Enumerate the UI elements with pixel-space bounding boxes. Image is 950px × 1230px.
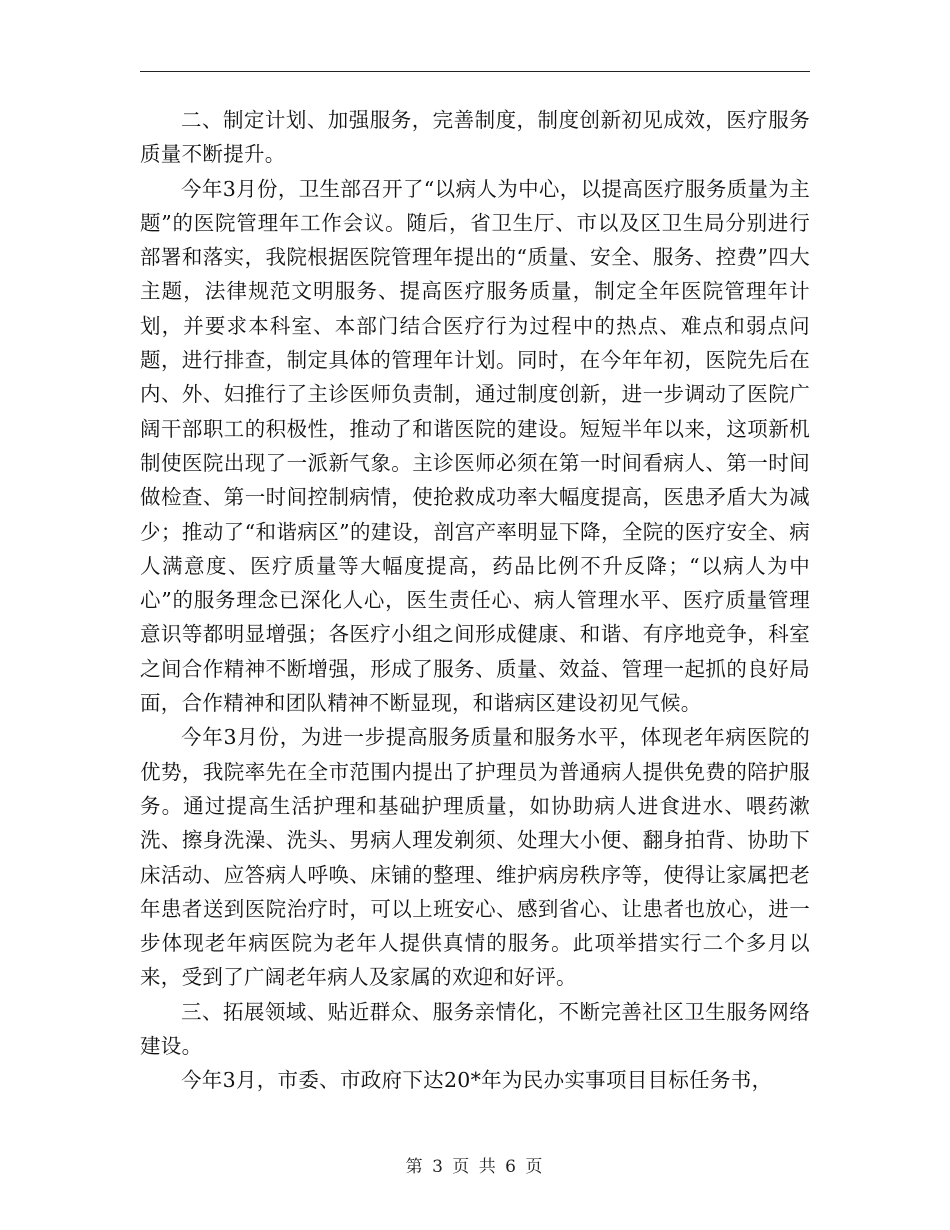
paragraph-management-year: 今年3月份，卫生部召开了“以病人为中心，以提高医疗服务质量为主题”的医院管理年工作会议。随后，省卫生厅、市以及区卫生局分别进行部署和落实，我院根据医院管理年提出的“质量、安全、服务、控费”四大主题，法律规范文明服务、提高医疗服务质量，制定全年医院管理年计划，并要求本科室、本部门结合医疗行为过程中的热点、难点和弱点问题，进行排查，制定具体的管理年计划。同时，在今年年初，医院先后在内、外、妇推行了主诊医师负责制，通过制度创新，进一步调动了医院广阔干部职工的积极性，推动了和谐医院的建设。短短半年以来，这项新机制使医院出现了一派新气象。主诊医师必须在第一时间看病人、第一时间做检查、第一时间控制病情，使抢救成功率大幅度提高，医患矛盾大为减少；推动了“和谐病区”的建设，剖宫产率明显下降，全院的医疗安全、病人满意度、医疗质量等大幅度提高，药品比例不升反降；“以病人为中心”的服务理念已深化人心，医生责任心、病人管理水平、医疗质量管理意识等都明显增强；各医疗小组之间形成健康、和谐、有序地竞争，科室之间合作精神不断增强，形成了服务、质量、效益、管理一起抓的良好局面，合作精神和团队精神不断显现，和谐病区建设初见气候。 [140, 176, 810, 716]
header-divider [140, 71, 810, 72]
section-heading-2: 二、制定计划、加强服务，完善制度，制度创新初见成效，医疗服务质量不断提升。 [140, 108, 810, 167]
paragraph-nursing-service: 今年3月份，为进一步提高服务质量和服务水平，体现老年病医院的优势，我院率先在全市范围内提出了护理员为普通病人提供免费的陪护服务。通过提高生活护理和基础护理质量，如协助病人进食进水、喂药漱洗、擦身洗澡、洗头、男病人理发剃须、处理大小便、翻身拍背、协助下床活动、应答病人呼唤、床铺的整理、维护病房秩序等，使得让家属把老年患者送到医院治疗时，可以上班安心、感到省心、让患者也放心，进一步体现老年病医院为老年人提供真情的服务。此项举措实行二个多月以来，受到了广阔老年病人及家属的欢迎和好评。 [140, 725, 810, 990]
paragraph-city-tasks: 今年3月，市委、市政府下达20*年为民办实事项目目标任务书， [181, 1068, 773, 1093]
document-body [140, 103, 810, 1098]
page-number: 第 3 页 共 6 页 [405, 1157, 545, 1177]
section-heading-3: 三、拓展领域、贴近群众、服务亲情化，不断完善社区卫生服务网络建设。 [140, 999, 810, 1059]
